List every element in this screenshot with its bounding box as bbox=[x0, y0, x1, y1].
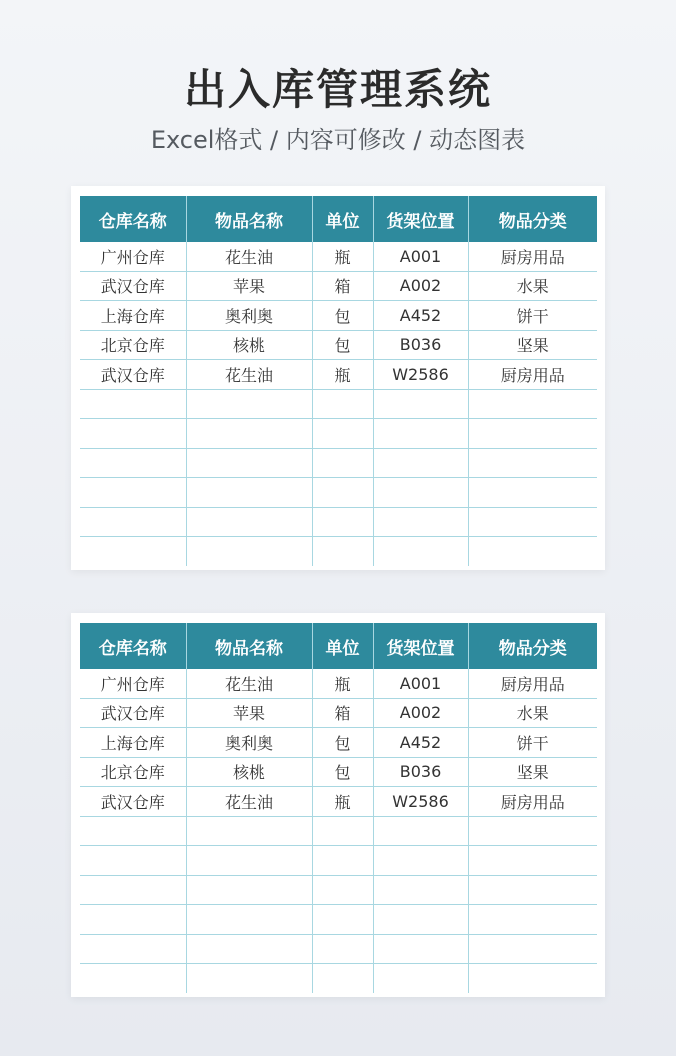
empty-row bbox=[80, 507, 597, 537]
column-header-shelf: 货架位置 bbox=[373, 623, 468, 669]
cell-warehouse[interactable]: 广州仓库 bbox=[80, 669, 186, 698]
cell-category[interactable]: 饼干 bbox=[468, 728, 597, 758]
cell-category[interactable]: 厨房用品 bbox=[468, 787, 597, 817]
empty-cell[interactable] bbox=[312, 419, 373, 449]
column-header-category: 物品分类 bbox=[468, 196, 597, 242]
empty-cell[interactable] bbox=[373, 478, 468, 508]
column-header-item: 物品名称 bbox=[186, 623, 312, 669]
table-row bbox=[80, 301, 597, 331]
cell-item[interactable]: 苹果 bbox=[186, 698, 312, 728]
cell-warehouse[interactable]: 武汉仓库 bbox=[80, 787, 186, 817]
empty-cell[interactable] bbox=[80, 389, 186, 419]
empty-row bbox=[80, 448, 597, 478]
page-subtitle: Excel格式 / 内容可修改 / 动态图表 bbox=[150, 126, 526, 154]
cell-unit[interactable]: 瓶 bbox=[312, 242, 373, 271]
empty-cell[interactable] bbox=[312, 389, 373, 419]
cell-shelf[interactable]: A001 bbox=[373, 242, 468, 271]
column-header-item: 物品名称 bbox=[186, 196, 312, 242]
cell-category[interactable]: 水果 bbox=[468, 698, 597, 728]
cell-warehouse[interactable]: 上海仓库 bbox=[80, 301, 186, 331]
empty-cell[interactable] bbox=[468, 448, 597, 478]
table-header-row bbox=[80, 196, 597, 242]
cell-warehouse[interactable]: 武汉仓库 bbox=[80, 271, 186, 301]
cell-item[interactable]: 花生油 bbox=[186, 242, 312, 271]
empty-row bbox=[80, 816, 597, 846]
empty-cell[interactable] bbox=[373, 419, 468, 449]
empty-cell[interactable] bbox=[80, 875, 186, 905]
empty-cell[interactable] bbox=[80, 816, 186, 846]
cell-item[interactable]: 苹果 bbox=[186, 271, 312, 301]
empty-cell[interactable] bbox=[186, 875, 312, 905]
cell-item[interactable]: 花生油 bbox=[186, 669, 312, 698]
column-header-warehouse: 仓库名称 bbox=[80, 196, 186, 242]
table-row bbox=[80, 360, 597, 390]
cell-warehouse[interactable]: 北京仓库 bbox=[80, 757, 186, 787]
empty-cell[interactable] bbox=[373, 448, 468, 478]
cell-unit[interactable]: 包 bbox=[312, 301, 373, 331]
cell-warehouse[interactable]: 武汉仓库 bbox=[80, 360, 186, 390]
cell-unit[interactable]: 包 bbox=[312, 757, 373, 787]
column-header-warehouse: 仓库名称 bbox=[80, 623, 186, 669]
cell-warehouse[interactable]: 广州仓库 bbox=[80, 242, 186, 271]
empty-row bbox=[80, 934, 597, 964]
empty-cell[interactable] bbox=[468, 537, 597, 566]
empty-cell[interactable] bbox=[312, 537, 373, 566]
column-header-unit: 单位 bbox=[312, 623, 373, 669]
empty-cell[interactable] bbox=[80, 846, 186, 876]
empty-cell[interactable] bbox=[80, 934, 186, 964]
cell-unit[interactable]: 包 bbox=[312, 330, 373, 360]
empty-cell[interactable] bbox=[312, 507, 373, 537]
cell-shelf[interactable]: A452 bbox=[373, 301, 468, 331]
column-header-shelf: 货架位置 bbox=[373, 196, 468, 242]
cell-item[interactable]: 核桃 bbox=[186, 757, 312, 787]
table-row bbox=[80, 698, 597, 728]
cell-shelf[interactable]: A002 bbox=[373, 698, 468, 728]
cell-category[interactable]: 坚果 bbox=[468, 757, 597, 787]
table-row bbox=[80, 669, 597, 698]
empty-cell[interactable] bbox=[373, 507, 468, 537]
inventory-table-2 bbox=[80, 623, 597, 993]
table-row bbox=[80, 242, 597, 271]
empty-cell[interactable] bbox=[80, 964, 186, 993]
empty-cell[interactable] bbox=[80, 478, 186, 508]
empty-cell[interactable] bbox=[373, 875, 468, 905]
empty-cell[interactable] bbox=[373, 537, 468, 566]
cell-category[interactable]: 饼干 bbox=[468, 301, 597, 331]
cell-unit[interactable]: 箱 bbox=[312, 271, 373, 301]
empty-cell[interactable] bbox=[468, 478, 597, 508]
empty-cell[interactable] bbox=[373, 964, 468, 993]
cell-shelf[interactable]: A452 bbox=[373, 728, 468, 758]
cell-category[interactable]: 厨房用品 bbox=[468, 669, 597, 698]
empty-cell[interactable] bbox=[468, 389, 597, 419]
cell-unit[interactable]: 瓶 bbox=[312, 787, 373, 817]
inventory-table-card-2 bbox=[71, 613, 605, 997]
empty-cell[interactable] bbox=[312, 905, 373, 935]
cell-shelf[interactable]: B036 bbox=[373, 757, 468, 787]
cell-warehouse[interactable]: 北京仓库 bbox=[80, 330, 186, 360]
table-row bbox=[80, 728, 597, 758]
empty-row bbox=[80, 478, 597, 508]
empty-row bbox=[80, 875, 597, 905]
cell-item[interactable]: 核桃 bbox=[186, 330, 312, 360]
cell-shelf[interactable]: B036 bbox=[373, 330, 468, 360]
empty-cell[interactable] bbox=[186, 537, 312, 566]
table-row bbox=[80, 787, 597, 817]
empty-row bbox=[80, 846, 597, 876]
cell-warehouse[interactable]: 上海仓库 bbox=[80, 728, 186, 758]
empty-cell[interactable] bbox=[312, 934, 373, 964]
empty-cell[interactable] bbox=[468, 419, 597, 449]
empty-cell[interactable] bbox=[373, 846, 468, 876]
empty-cell[interactable] bbox=[186, 816, 312, 846]
empty-row bbox=[80, 389, 597, 419]
empty-cell[interactable] bbox=[186, 846, 312, 876]
table-row bbox=[80, 757, 597, 787]
empty-cell[interactable] bbox=[468, 846, 597, 876]
empty-cell[interactable] bbox=[186, 419, 312, 449]
empty-cell[interactable] bbox=[186, 478, 312, 508]
empty-cell[interactable] bbox=[186, 507, 312, 537]
empty-cell[interactable] bbox=[373, 816, 468, 846]
column-header-unit: 单位 bbox=[312, 196, 373, 242]
cell-item[interactable]: 奥利奥 bbox=[186, 301, 312, 331]
empty-cell[interactable] bbox=[186, 389, 312, 419]
empty-cell[interactable] bbox=[80, 507, 186, 537]
empty-cell[interactable] bbox=[80, 537, 186, 566]
cell-item[interactable]: 花生油 bbox=[186, 787, 312, 817]
empty-row bbox=[80, 905, 597, 935]
empty-cell[interactable] bbox=[80, 419, 186, 449]
inventory-table-1 bbox=[80, 196, 597, 566]
empty-cell[interactable] bbox=[186, 448, 312, 478]
page-header bbox=[0, 62, 676, 156]
cell-shelf[interactable]: W2586 bbox=[373, 787, 468, 817]
empty-cell[interactable] bbox=[373, 389, 468, 419]
empty-cell[interactable] bbox=[312, 875, 373, 905]
cell-category[interactable]: 厨房用品 bbox=[468, 242, 597, 271]
empty-cell[interactable] bbox=[312, 478, 373, 508]
cell-unit[interactable]: 瓶 bbox=[312, 360, 373, 390]
cell-shelf[interactable]: A002 bbox=[373, 271, 468, 301]
cell-shelf[interactable]: A001 bbox=[373, 669, 468, 698]
cell-unit[interactable]: 箱 bbox=[312, 698, 373, 728]
empty-cell[interactable] bbox=[312, 964, 373, 993]
empty-cell[interactable] bbox=[468, 905, 597, 935]
table-header-row bbox=[80, 623, 597, 669]
empty-cell[interactable] bbox=[312, 816, 373, 846]
empty-row bbox=[80, 964, 597, 993]
empty-cell[interactable] bbox=[186, 934, 312, 964]
empty-cell[interactable] bbox=[468, 816, 597, 846]
column-header-category: 物品分类 bbox=[468, 623, 597, 669]
empty-cell[interactable] bbox=[468, 934, 597, 964]
page-title: 出入库管理系统 bbox=[183, 65, 492, 114]
table-row bbox=[80, 271, 597, 301]
empty-cell[interactable] bbox=[373, 905, 468, 935]
cell-unit[interactable]: 包 bbox=[312, 728, 373, 758]
empty-row bbox=[80, 537, 597, 566]
empty-row bbox=[80, 419, 597, 449]
cell-shelf[interactable]: W2586 bbox=[373, 360, 468, 390]
cell-category[interactable]: 坚果 bbox=[468, 330, 597, 360]
empty-cell[interactable] bbox=[312, 846, 373, 876]
empty-cell[interactable] bbox=[186, 905, 312, 935]
cell-category[interactable]: 水果 bbox=[468, 271, 597, 301]
table-row bbox=[80, 330, 597, 360]
empty-cell[interactable] bbox=[373, 934, 468, 964]
empty-cell[interactable] bbox=[468, 964, 597, 993]
cell-unit[interactable]: 瓶 bbox=[312, 669, 373, 698]
empty-cell[interactable] bbox=[312, 448, 373, 478]
cell-item[interactable]: 奥利奥 bbox=[186, 728, 312, 758]
empty-cell[interactable] bbox=[80, 448, 186, 478]
empty-cell[interactable] bbox=[468, 875, 597, 905]
cell-item[interactable]: 花生油 bbox=[186, 360, 312, 390]
cell-category[interactable]: 厨房用品 bbox=[468, 360, 597, 390]
inventory-table-card-1 bbox=[71, 186, 605, 570]
empty-cell[interactable] bbox=[186, 964, 312, 993]
empty-cell[interactable] bbox=[468, 507, 597, 537]
cell-warehouse[interactable]: 武汉仓库 bbox=[80, 698, 186, 728]
empty-cell[interactable] bbox=[80, 905, 186, 935]
